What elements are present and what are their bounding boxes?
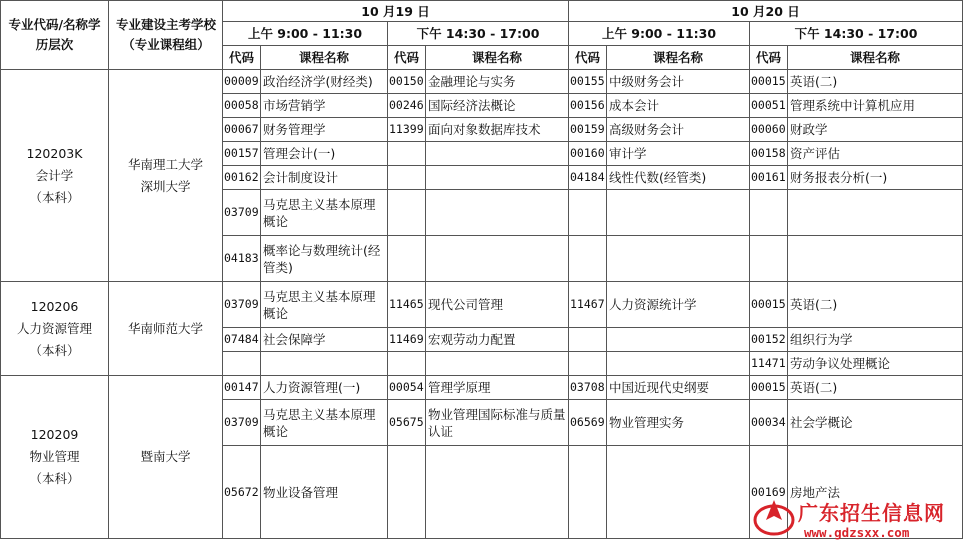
course-name: [426, 236, 569, 282]
header-day2-am: 上午 9:00 - 11:30: [569, 22, 750, 46]
course-code: 11465: [388, 282, 426, 328]
course-code: 00169: [750, 446, 788, 539]
watermark-text: 广东招生信息网: [798, 501, 945, 525]
header-course: 课程名称: [261, 46, 388, 70]
course-code: [388, 446, 426, 539]
course-code: [569, 446, 607, 539]
course-code: 00161: [750, 166, 788, 190]
course-name: 线性代数(经管类): [607, 166, 750, 190]
course-code: 00058: [223, 94, 261, 118]
course-code: 04184: [569, 166, 607, 190]
course-name: 金融理论与实务: [426, 70, 569, 94]
course-name: 高级财务会计: [607, 118, 750, 142]
course-name: [607, 190, 750, 236]
course-code: 07484: [223, 328, 261, 352]
program-school-line: 深圳大学: [140, 178, 191, 194]
header-course: 课程名称: [788, 46, 963, 70]
course-name: 管理系统中计算机应用: [788, 94, 963, 118]
program-major-line: （本科）: [29, 342, 80, 358]
course-code: 00015: [750, 376, 788, 400]
course-code: 03708: [569, 376, 607, 400]
course-code: 00015: [750, 282, 788, 328]
program-major: [1, 376, 109, 539]
course-name: [607, 446, 750, 539]
course-code: [569, 352, 607, 376]
course-code: 00015: [750, 70, 788, 94]
course-code: [223, 352, 261, 376]
course-code: 06569: [569, 400, 607, 446]
program-major: [1, 70, 109, 282]
course-name: 国际经济法概论: [426, 94, 569, 118]
course-name: 人力资源统计学: [607, 282, 750, 328]
header-day1-am: 上午 9:00 - 11:30: [223, 22, 388, 46]
course-name: 现代公司管理: [426, 282, 569, 328]
course-name: 财务管理学: [261, 118, 388, 142]
course-name: 面向对象数据库技术: [426, 118, 569, 142]
program-major-line: （本科）: [29, 189, 80, 205]
course-name: 管理学原理: [426, 376, 569, 400]
header-code: 代码: [388, 46, 426, 70]
course-name: 财务报表分析(一): [788, 166, 963, 190]
program-school-line: 华南师范大学: [127, 320, 203, 336]
header-code: 代码: [750, 46, 788, 70]
course-name: 房地产法: [788, 446, 963, 539]
course-name: 物业管理国际标准与质量认证: [426, 400, 569, 446]
course-code: [569, 190, 607, 236]
course-code: [569, 236, 607, 282]
course-name: [607, 328, 750, 352]
header-code: 代码: [223, 46, 261, 70]
program-major-line: （本科）: [29, 471, 80, 486]
course-code: [388, 236, 426, 282]
course-name: 宏观劳动力配置: [426, 328, 569, 352]
course-code: 11471: [750, 352, 788, 376]
course-name: 政治经济学(财经类): [261, 70, 388, 94]
program-school-line: 华南理工大学: [127, 156, 203, 172]
course-name: 市场营销学: [261, 94, 388, 118]
course-code: 00155: [569, 70, 607, 94]
course-name: [261, 352, 388, 376]
program-school: [109, 376, 223, 539]
header-code: 代码: [569, 46, 607, 70]
course-name: 概率论与数理统计(经管类): [261, 236, 388, 282]
program-major-line: 120203K: [26, 145, 83, 161]
header-course: 课程名称: [426, 46, 569, 70]
course-name: 英语(二): [788, 70, 963, 94]
course-name: 管理会计(一): [261, 142, 388, 166]
course-code: 00009: [223, 70, 261, 94]
course-code: [388, 352, 426, 376]
course-name: 人力资源管理(一): [261, 376, 388, 400]
course-code: 00060: [750, 118, 788, 142]
header-school-label: 专业建设主考学校（专业课程组）: [115, 17, 216, 52]
course-code: 00150: [388, 70, 426, 94]
header-course: 课程名称: [607, 46, 750, 70]
header-day2: 10 月20 日: [569, 1, 963, 22]
course-name: [788, 190, 963, 236]
course-name: 英语(二): [788, 376, 963, 400]
program-major: [1, 282, 109, 376]
course-name: [607, 236, 750, 282]
course-code: [388, 166, 426, 190]
course-name: 社会学概论: [788, 400, 963, 446]
course-code: 00160: [569, 142, 607, 166]
course-code: 00162: [223, 166, 261, 190]
course-name: 审计学: [607, 142, 750, 166]
course-code: [388, 190, 426, 236]
course-code: 00147: [223, 376, 261, 400]
course-name: 英语(二): [788, 282, 963, 328]
course-code: 00156: [569, 94, 607, 118]
program-major-line: 120209: [30, 427, 79, 442]
course-code: 03709: [223, 400, 261, 446]
course-code: [569, 328, 607, 352]
course-name: 马克思主义基本原理概论: [261, 282, 388, 328]
header-day2-pm: 下午 14:30 - 17:00: [750, 22, 963, 46]
course-name: [426, 446, 569, 539]
course-name: [788, 236, 963, 282]
course-code: 00054: [388, 376, 426, 400]
course-name: [607, 352, 750, 376]
program-school: [109, 70, 223, 282]
header-day1-pm: 下午 14:30 - 17:00: [388, 22, 569, 46]
program-major-line: 物业管理: [29, 449, 80, 464]
course-code: 05675: [388, 400, 426, 446]
course-name: 成本会计: [607, 94, 750, 118]
program-school: [109, 282, 223, 376]
course-code: [750, 236, 788, 282]
course-name: 中级财务会计: [607, 70, 750, 94]
course-code: 05672: [223, 446, 261, 539]
course-name: 物业设备管理: [261, 446, 388, 539]
course-name: 资产评估: [788, 142, 963, 166]
program-major-line: 人力资源管理: [16, 320, 92, 336]
course-name: 财政学: [788, 118, 963, 142]
course-code: 03709: [223, 190, 261, 236]
table-row: [1, 282, 963, 328]
program-major-line: 120206: [30, 298, 79, 314]
course-name: 马克思主义基本原理概论: [261, 400, 388, 446]
course-name: 会计制度设计: [261, 166, 388, 190]
course-code: 11399: [388, 118, 426, 142]
course-code: [750, 190, 788, 236]
course-code: 11469: [388, 328, 426, 352]
course-name: 中国近现代史纲要: [607, 376, 750, 400]
course-name: 社会保障学: [261, 328, 388, 352]
course-code: [388, 142, 426, 166]
course-name: 组织行为学: [788, 328, 963, 352]
course-code: 04183: [223, 236, 261, 282]
course-code: 00246: [388, 94, 426, 118]
course-code: 00152: [750, 328, 788, 352]
table-row: [1, 70, 963, 94]
header-major: [1, 1, 109, 70]
course-name: [426, 190, 569, 236]
course-code: 00159: [569, 118, 607, 142]
course-code: 00034: [750, 400, 788, 446]
course-name: [426, 166, 569, 190]
table-row: [1, 376, 963, 400]
course-code: 03709: [223, 282, 261, 328]
course-code: 11467: [569, 282, 607, 328]
program-school-line: 暨南大学: [140, 449, 191, 464]
course-name: 马克思主义基本原理概论: [261, 190, 388, 236]
course-code: 00051: [750, 94, 788, 118]
course-name: [426, 352, 569, 376]
header-school: [109, 1, 223, 70]
course-name: 劳动争议处理概论: [788, 352, 963, 376]
header-major-label: 专业代码/名称学历层次: [8, 17, 101, 52]
program-major-line: 会计学: [35, 167, 74, 183]
course-name: [426, 142, 569, 166]
header-day1: 10 月19 日: [223, 1, 569, 22]
course-code: 00067: [223, 118, 261, 142]
course-code: 00158: [750, 142, 788, 166]
watermark-url: www.gdzsxx.com: [804, 525, 910, 540]
course-code: 00157: [223, 142, 261, 166]
course-name: 物业管理实务: [607, 400, 750, 446]
